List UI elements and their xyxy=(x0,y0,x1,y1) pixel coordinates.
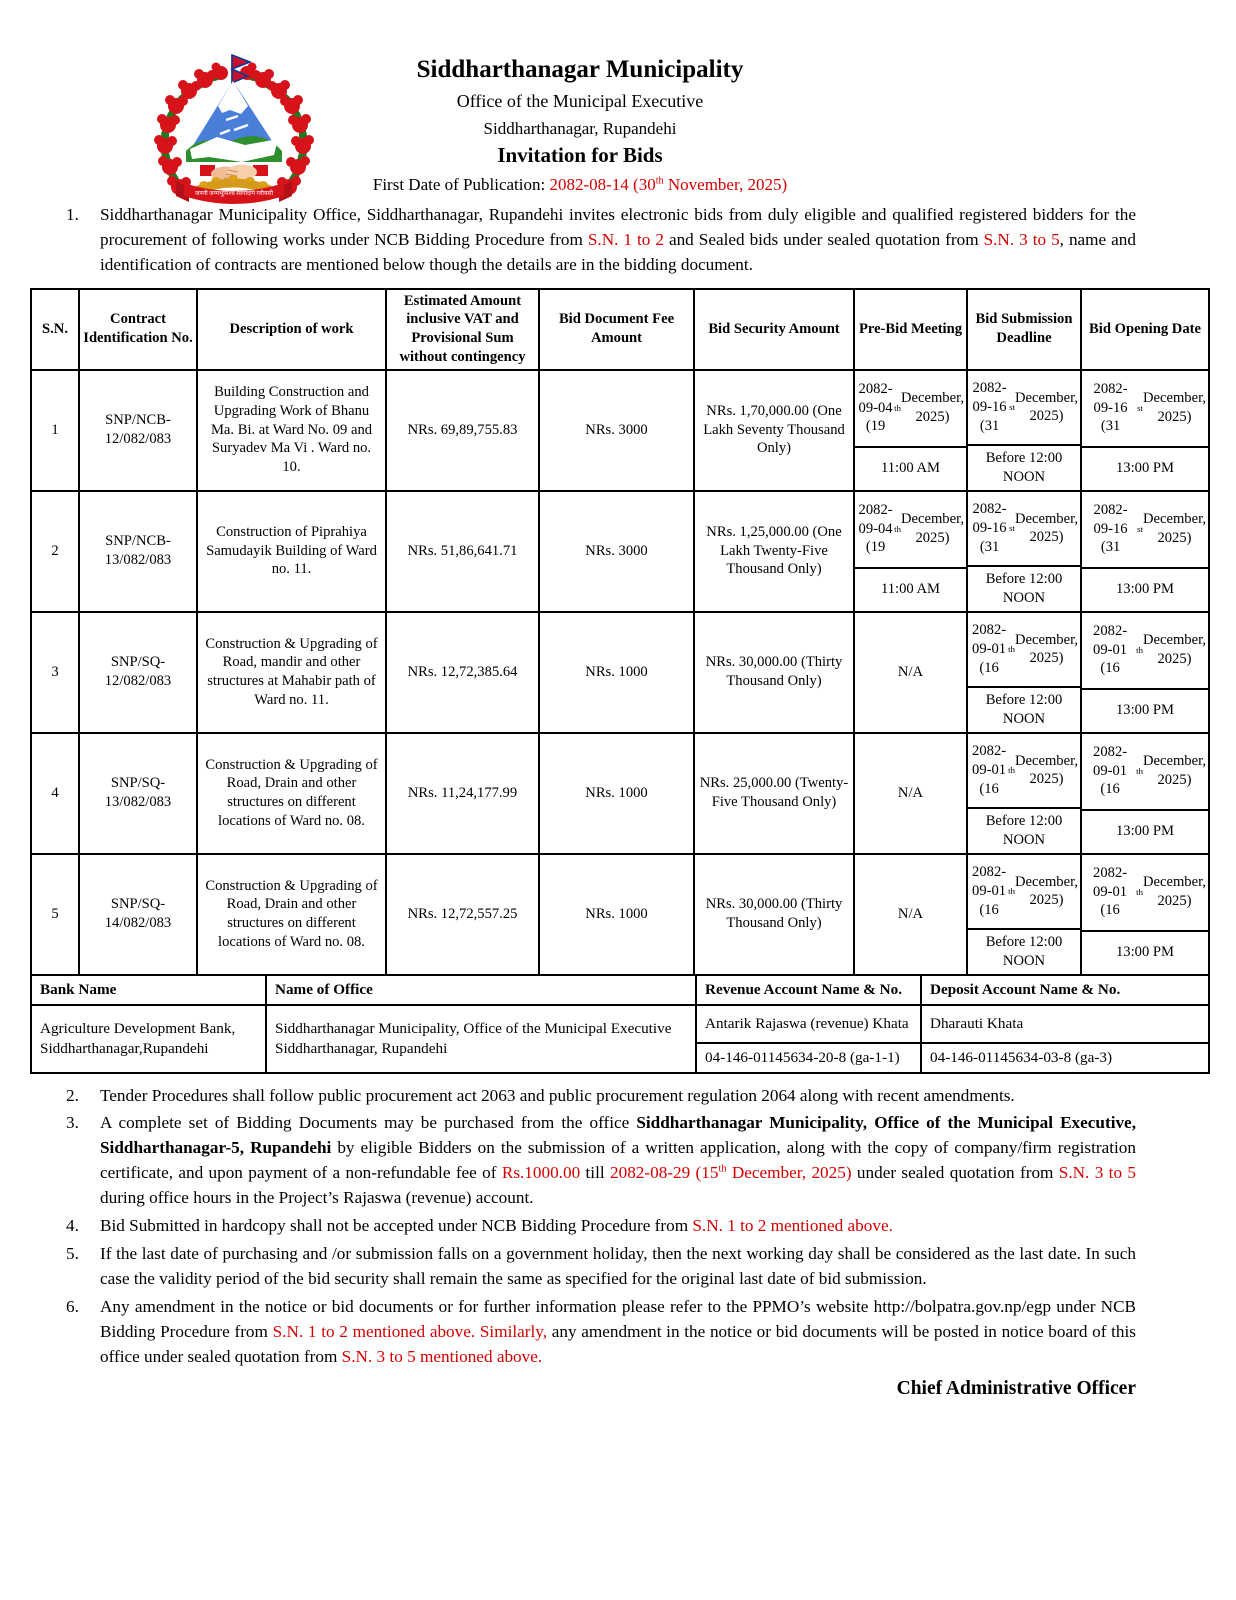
item-number: 6. xyxy=(66,1297,79,1316)
header-opening-date: Bid Opening Date xyxy=(1081,289,1209,370)
cell-opening-date xyxy=(1081,854,1209,975)
revenue-account-name: Antarik Rajaswa (revenue) Khata xyxy=(697,1006,920,1044)
municipality-emblem-graphic xyxy=(146,50,322,208)
cell-opening-date xyxy=(1081,733,1209,854)
signature-title: Chief Administrative Officer xyxy=(896,1377,1136,1399)
item-number: 3. xyxy=(66,1113,79,1133)
opening-date: 2082-09-16 (31 st December, 2025) xyxy=(1082,371,1208,448)
header-bid-document-fee: Bid Document Fee Amount xyxy=(539,289,694,370)
cell-estimated-amount: NRs. 11,24,177.99 xyxy=(386,733,539,854)
table-row xyxy=(31,612,1209,733)
cell-contract-id: SNP/NCB-12/082/083 xyxy=(79,370,197,491)
note-text: If the last date of purchasing and /or submission falls on a government holiday, then the next working day shall be considered as the last date. In such case the validity period of the bid security shall remain the same as specified for the original last date of bid submission. xyxy=(100,1244,1136,1289)
cell-revenue-account xyxy=(696,1005,921,1073)
cell-estimated-amount: NRs. 12,72,385.64 xyxy=(386,612,539,733)
opening-time: 13:00 PM xyxy=(1116,823,1174,840)
prebid-time: 11:00 AM xyxy=(880,460,941,477)
note-text: Bid Submitted in hardcopy shall not be accepted under NCB Bidding Procedure from S.N. 1 to 2 mentioned above. xyxy=(100,1216,893,1236)
submission-date: 2082-09-16 (31 st December, 2025) xyxy=(968,492,1080,568)
submission-date: 2082-09-01 (16 th December, 2025) xyxy=(968,855,1080,931)
opening-time: 13:00 PM xyxy=(1116,581,1174,598)
opening-date: 2082-09-16 (31 st December, 2025) xyxy=(1082,492,1208,569)
submission-date: 2082-09-01 (16 th December, 2025) xyxy=(968,734,1080,810)
bank-table xyxy=(30,974,1210,1074)
header-revenue-account: Revenue Account Name & No. xyxy=(696,975,921,1005)
note-item xyxy=(66,1111,1136,1211)
table-row xyxy=(31,491,1209,612)
cell-opening-date xyxy=(1081,491,1209,612)
cell-submission-deadline xyxy=(967,370,1081,491)
item-number: 1. xyxy=(66,205,79,224)
submission-time: Before 12:00 NOON xyxy=(985,450,1063,485)
opening-date: 2082-09-01 (16 th December, 2025) xyxy=(1082,613,1208,690)
cell-sn: 2 xyxy=(31,491,79,612)
cell-submission-deadline xyxy=(967,733,1081,854)
header-bid-security: Bid Security Amount xyxy=(694,289,854,370)
cell-office-name: Siddharthanagar Municipality, Office of the Municipal Executive Siddharthanagar, Rupandehi xyxy=(266,1005,696,1073)
header-submission-deadline: Bid Submission Deadline xyxy=(967,289,1081,370)
cell-prebid-meeting xyxy=(854,370,967,491)
cell-bid-security: NRs. 1,70,000.00 (One Lakh Seventy Thousand Only) xyxy=(694,370,854,491)
cell-estimated-amount: NRs. 51,86,641.71 xyxy=(386,491,539,612)
header-estimated-amount: Estimated Amount inclusive VAT and Provisional Sum without contingency xyxy=(386,289,539,370)
cell-bid-security: NRs. 1,25,000.00 (One Lakh Twenty-Five Thousand Only) xyxy=(694,491,854,612)
cell-prebid-meeting: N/A xyxy=(854,612,967,733)
submission-date: 2082-09-16 (31 st December, 2025) xyxy=(968,371,1080,447)
cell-sn: 3 xyxy=(31,612,79,733)
cell-opening-date xyxy=(1081,612,1209,733)
opening-date: 2082-09-01 (16 th December, 2025) xyxy=(1082,855,1208,932)
cell-submission-deadline xyxy=(967,491,1081,612)
cell-bid-security: NRs. 30,000.00 (Thirty Thousand Only) xyxy=(694,612,854,733)
cell-description: Construction & Upgrading of Road, Drain and other structures on different locations of Ward no. 08. xyxy=(197,854,386,975)
cell-prebid-meeting: N/A xyxy=(854,733,967,854)
header-description: Description of work xyxy=(197,289,386,370)
municipality-title: Siddharthanagar Municipality xyxy=(416,56,744,83)
cell-submission-deadline xyxy=(967,854,1081,975)
deposit-account-name: Dharauti Khata xyxy=(922,1006,1208,1044)
intro-paragraph xyxy=(66,203,1136,278)
note-text: Any amendment in the notice or bid documents or for further information please refer to the PPMO’s website http://bolpatra.gov.np/egp under NCB Bidding Procedure from S.N. 1 to 2 mentioned above. Similarly, any amendment in the notice or bid documents will be posted in notice board of this office under sealed quotation from S.N. 3 to 5 mentioned above. xyxy=(100,1297,1136,1366)
prebid-time: 11:00 AM xyxy=(880,581,941,598)
revenue-account-number: 04-146-01145634-20-8 (ga-1-1) xyxy=(705,1048,900,1066)
cell-contract-id: SNP/SQ-13/082/083 xyxy=(79,733,197,854)
cell-bid-document-fee: NRs. 3000 xyxy=(539,370,694,491)
opening-time: 13:00 PM xyxy=(1116,944,1174,961)
opening-time: 13:00 PM xyxy=(1116,702,1174,719)
submission-time: Before 12:00 NOON xyxy=(985,934,1063,969)
bid-table-header-row xyxy=(31,289,1209,370)
cell-estimated-amount: NRs. 12,72,557.25 xyxy=(386,854,539,975)
note-item xyxy=(66,1214,1136,1239)
note-item xyxy=(66,1084,1136,1109)
cell-bid-document-fee: NRs. 3000 xyxy=(539,491,694,612)
cell-sn: 4 xyxy=(31,733,79,854)
bid-table xyxy=(30,288,1210,976)
cell-deposit-account xyxy=(921,1005,1209,1073)
cell-bank-name: Agriculture Development Bank, Siddharthanagar,Rupandehi xyxy=(31,1005,266,1073)
logo-motto: जननी जन्मभूमिश्च स्वर्गादपि गरीयसी xyxy=(194,191,274,197)
opening-time: 13:00 PM xyxy=(1116,460,1174,477)
cell-estimated-amount: NRs. 69,89,755.83 xyxy=(386,370,539,491)
publication-date-line: First Date of Publication: 2082-08-14 (30th November, 2025) xyxy=(372,175,788,194)
cell-contract-id: SNP/SQ-14/082/083 xyxy=(79,854,197,975)
cell-bid-document-fee: NRs. 1000 xyxy=(539,612,694,733)
cell-bid-security: NRs. 25,000.00 (Twenty-Five Thousand Only) xyxy=(694,733,854,854)
municipality-logo xyxy=(146,50,322,208)
item-number: 5. xyxy=(66,1244,79,1264)
note-item xyxy=(66,1295,1136,1370)
table-row xyxy=(31,854,1209,975)
header-contract-id: Contract Identification No. xyxy=(79,289,197,370)
header-office-name: Name of Office xyxy=(266,975,696,1005)
bank-table-value-row xyxy=(31,1005,1209,1073)
cell-submission-deadline xyxy=(967,612,1081,733)
submission-time: Before 12:00 NOON xyxy=(985,692,1063,727)
cell-contract-id: SNP/SQ-12/082/083 xyxy=(79,612,197,733)
cell-bid-security: NRs. 30,000.00 (Thirty Thousand Only) xyxy=(694,854,854,975)
location-subtitle: Siddharthanagar, Rupandehi xyxy=(483,119,677,138)
cell-prebid-meeting: N/A xyxy=(854,854,967,975)
prebid-date: 2082-09-04 (19 th December, 2025) xyxy=(855,492,966,569)
header-sn: S.N. xyxy=(31,289,79,370)
notice-title: Invitation for Bids xyxy=(497,143,663,167)
item-number: 4. xyxy=(66,1216,79,1236)
office-subtitle: Office of the Municipal Executive xyxy=(456,91,704,111)
header-prebid-meeting: Pre-Bid Meeting xyxy=(854,289,967,370)
cell-bid-document-fee: NRs. 1000 xyxy=(539,733,694,854)
note-item xyxy=(66,1242,1136,1292)
bank-table-header-row xyxy=(31,975,1209,1005)
item-number: 2. xyxy=(66,1085,79,1105)
cell-description: Construction of Piprahiya Samudayik Building of Ward no. 11. xyxy=(197,491,386,612)
submission-date: 2082-09-01 (16 th December, 2025) xyxy=(968,613,1080,689)
deposit-account-number: 04-146-01145634-03-8 (ga-3) xyxy=(930,1048,1113,1066)
table-row xyxy=(31,370,1209,491)
cell-description: Building Construction and Upgrading Work of Bhanu Ma. Bi. at Ward No. 09 and Suryadev Ma Vi . Ward no. 10. xyxy=(197,370,386,491)
cell-sn: 1 xyxy=(31,370,79,491)
intro-text: Siddharthanagar Municipality Office, Siddharthanagar, Rupandehi invites electronic bids from duly eligible and qualified registered bidders for the procurement of following works under NCB Bidding Procedure from S.N. 1 to 2 and Sealed bids under sealed quotation from S.N. 3 to 5, name and identification of contracts are mentioned below though the details are in the bidding document. xyxy=(100,205,1136,274)
note-text: A complete set of Bidding Documents may be purchased from the office Siddharthanagar Municipality, Office of the Municipal Executive, Siddharthanagar-5, Rupandehi by eligible Bidders on the submission of a written application, along with the copy of company/firm registration certificate, and upon payment of a non-refundable fee of Rs.1000.00 till 2082-08-29 (15th December, 2025) under sealed quotation from S.N. 3 to 5 during office hours in the Project’s Rajaswa (revenue) account. xyxy=(100,1113,1136,1208)
cell-opening-date xyxy=(1081,370,1209,491)
header-bank-name: Bank Name xyxy=(31,975,266,1005)
note-text: Tender Procedures shall follow public procurement act 2063 and public procurement regulation 2064 along with recent amendments. xyxy=(100,1085,1015,1105)
cell-contract-id: SNP/NCB-13/082/083 xyxy=(79,491,197,612)
notes-section xyxy=(0,1084,1236,1370)
submission-time: Before 12:00 NOON xyxy=(985,571,1063,606)
cell-prebid-meeting xyxy=(854,491,967,612)
table-row xyxy=(31,733,1209,854)
cell-sn: 5 xyxy=(31,854,79,975)
cell-bid-document-fee: NRs. 1000 xyxy=(539,854,694,975)
header-deposit-account: Deposit Account Name & No. xyxy=(921,975,1209,1005)
opening-date: 2082-09-01 (16 th December, 2025) xyxy=(1082,734,1208,811)
cell-description: Construction & Upgrading of Road, Drain and other structures on different locations of Ward no. 08. xyxy=(197,733,386,854)
prebid-date: 2082-09-04 (19 th December, 2025) xyxy=(855,371,966,448)
cell-description: Construction & Upgrading of Road, mandir and other structures at Mahabir path of Ward no. 11. xyxy=(197,612,386,733)
submission-time: Before 12:00 NOON xyxy=(985,813,1063,848)
